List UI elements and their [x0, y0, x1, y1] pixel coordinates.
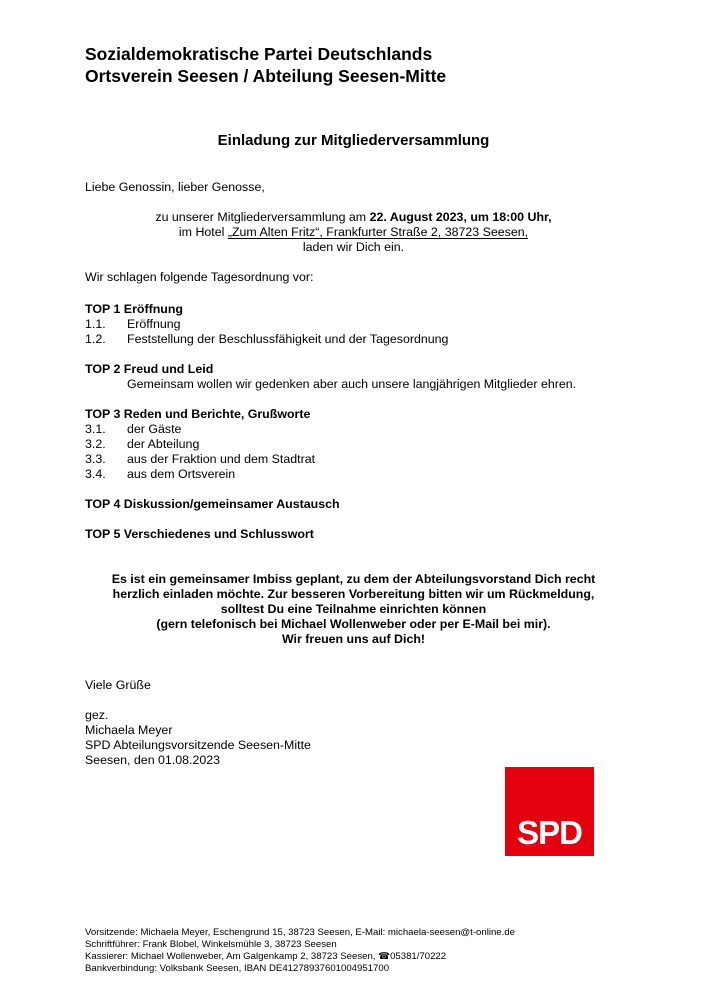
spd-logo — [505, 767, 594, 856]
notice-line: Wir freuen uns auf Dich! — [281, 632, 426, 646]
agenda-item-number: 1.2. — [85, 332, 106, 346]
agenda-item-text: aus der Fraktion und dem Stadtrat — [127, 452, 316, 466]
agenda-item-number: 3.2. — [85, 437, 106, 451]
party-name: Sozialdemokratische Partei Deutschlands — [85, 44, 433, 64]
signature-place-date: Seesen, den 01.08.2023 — [85, 753, 221, 767]
document-title: Einladung zur Mitgliederversammlung — [217, 132, 490, 149]
agenda-item-number: 3.3. — [85, 452, 106, 466]
agenda-top-3: TOP 3 Reden und Berichte, Grußworte — [85, 407, 311, 421]
agenda-item-text: der Abteilung — [127, 437, 200, 451]
venue-prefix: im Hotel — [178, 225, 228, 239]
signature-gez: gez. — [85, 708, 109, 722]
intro-line-2 — [0, 225, 707, 240]
agenda-item-text: Feststellung der Beschlussfähigkeit und der Tagesordnung — [127, 332, 449, 346]
signature-name: Michaela Meyer — [85, 723, 173, 737]
footer-line-treasurer: Kassierer: Michael Wollenweber, Am Galgenkamp 2, 38723 Seesen, ☎05381/70222 — [85, 951, 447, 962]
signature-role: SPD Abteilungsvorsitzende Seesen-Mitte — [85, 738, 311, 752]
agenda-top-1: TOP 1 Eröffnung — [85, 302, 183, 316]
agenda-intro: Wir schlagen folgende Tagesordnung vor: — [85, 270, 314, 284]
intro-line-1 — [0, 210, 707, 225]
agenda-top-4: TOP 4 Diskussion/gemeinsamer Austausch — [85, 497, 340, 511]
salutation: Liebe Genossin, lieber Genosse, — [85, 180, 265, 194]
spd-logo-wordmark — [505, 796, 594, 856]
spd-logo-text: SPD — [517, 814, 582, 851]
footer-line-bank: Bankverbindung: Volksbank Seesen, IBAN DE41278937601004951700 — [85, 963, 390, 974]
intro-line-3: laden wir Dich ein. — [302, 240, 405, 254]
notice-line: herzlich einladen möchte. Zur besseren Vorbereitung bitten wir um Rückmeldung, — [112, 587, 595, 601]
agenda-top-2: TOP 2 Freud und Leid — [85, 362, 214, 376]
footer-line-chair: Vorsitzende: Michaela Meyer, Eschengrund 15, 38723 Seesen, E-Mail: michaela-seesen@t-online.de — [85, 927, 515, 938]
venue-address: „Zum Alten Fritz“, Frankfurter Straße 2, 38723 Seesen, — [227, 225, 529, 239]
agenda-item-text: der Gäste — [127, 422, 182, 436]
agenda-item-number: 3.1. — [85, 422, 106, 436]
notice-line: (gern telefonisch bei Michael Wollenweber oder per E-Mail bei mir). — [156, 617, 551, 631]
agenda-item-text: aus dem Ortsverein — [127, 467, 236, 481]
agenda-item-number: 1.1. — [85, 317, 106, 331]
notice-line: Es ist ein gemeinsamer Imbiss geplant, zu dem der Abteilungsvorstand Dich recht — [111, 572, 596, 586]
closing: Viele Grüße — [85, 678, 151, 692]
agenda-item-text: Eröffnung — [127, 317, 181, 331]
meeting-date: 22. August 2023, um 18:00 Uhr, — [369, 210, 552, 224]
intro-text: zu unserer Mitgliederversammlung am — [155, 210, 370, 224]
footer-line-secretary: Schriftführer: Frank Blobel, Winkelsmühle 3, 38723 Seesen — [85, 939, 337, 950]
local-association: Ortsverein Seesen / Abteilung Seesen-Mitte — [85, 66, 447, 86]
notice-line: solltest Du eine Teilnahme einrichten können — [220, 602, 487, 616]
agenda-item-number: 3.4. — [85, 467, 106, 481]
agenda-top-2-text: Gemeinsam wollen wir gedenken aber auch unsere langjährigen Mitglieder ehren. — [127, 377, 577, 391]
agenda-top-5: TOP 5 Verschiedenes und Schlusswort — [85, 527, 314, 541]
